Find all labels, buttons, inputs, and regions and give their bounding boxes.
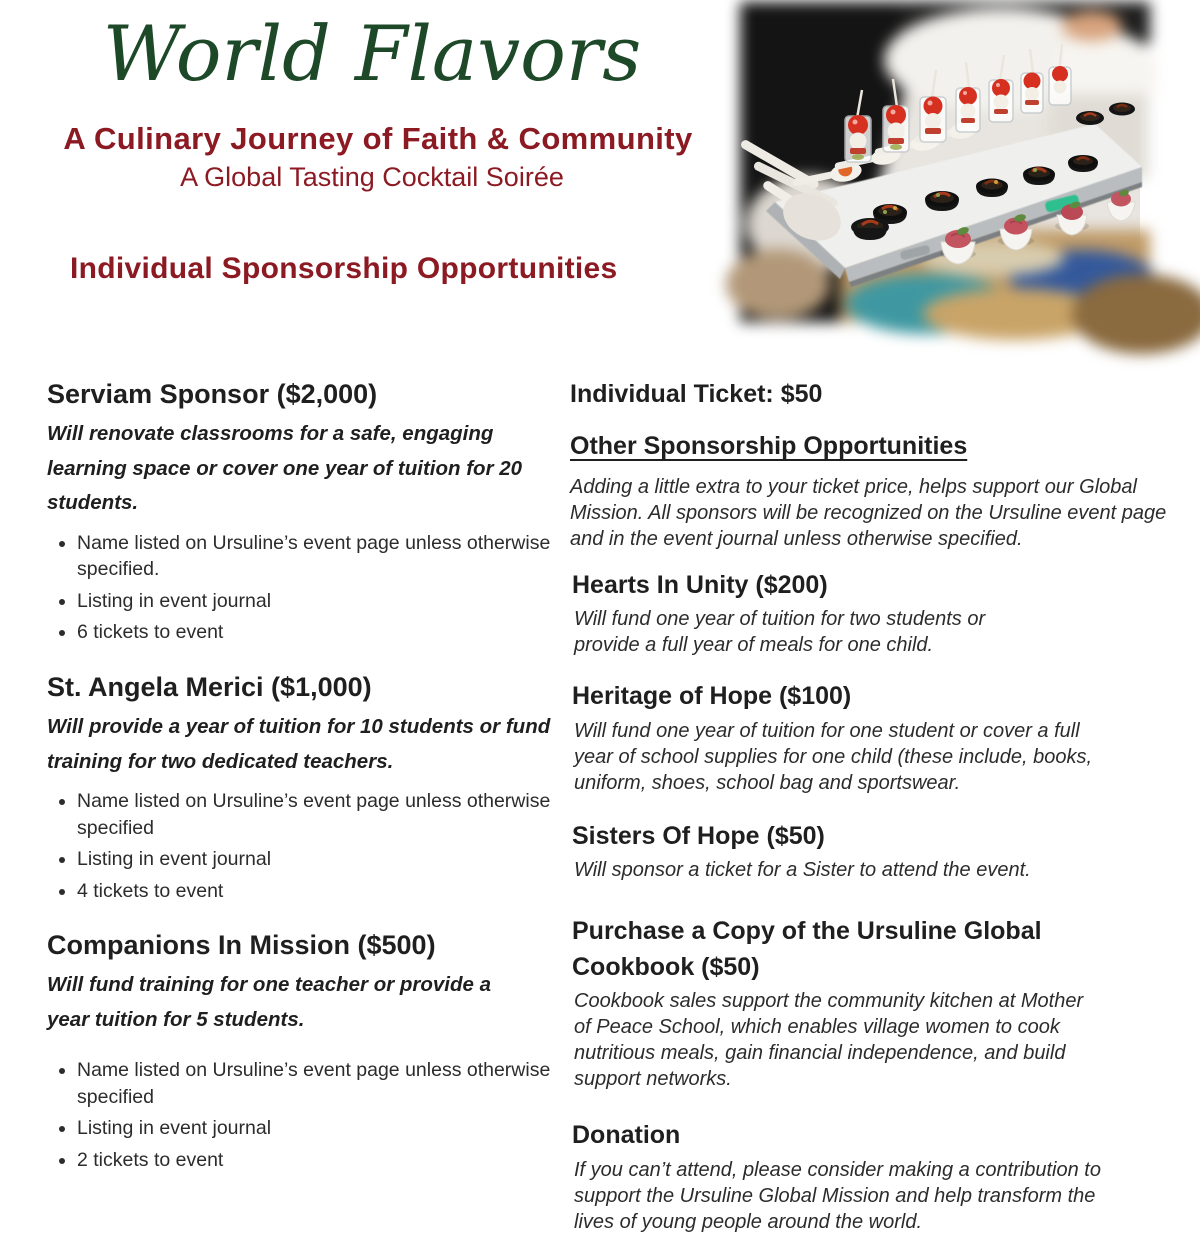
tier-bullet: • Listing in event journal [77,588,552,615]
tier-description: If you can’t attend, please consider making a contribution to support the Ursuline Global Mission and help transform the lives of young people around the world. [574,1158,1101,1233]
tier-heading: Donation [572,1121,681,1150]
tier-companions [47,929,552,1173]
script-title: World Flavors [102,9,642,98]
event-subtitle: A Global Tasting Cocktail Soirée [180,162,564,192]
tier-bullet: • 6 tickets to event [77,619,552,646]
tier-description: Will fund training for one teacher or provide a year tuition for 5 students. [47,973,492,1031]
event-title: A Culinary Journey of Faith & Community [63,121,693,156]
tier-description: Cookbook sales support the community kitchen at Mother of Peace School, which enables village women to cook nutritious meals, gain financial independence, and build support networks. [574,990,1084,1091]
appetizer-tray-photo-svg [750,12,1140,312]
tier-heritage-of-hope [570,679,1170,796]
tier-bullet: • 2 tickets to event [77,1147,552,1174]
tier-heading: Companions In Mission ($500) [47,930,436,961]
tier-serviam [47,378,552,646]
tier-donation [570,1118,1170,1235]
tier-heading: St. Angela Merici ($1,000) [47,671,372,702]
other-sponsorship-intro: Adding a little extra to your ticket price, helps support our Global Mission. All sponsors will be recognized on the Ursuline event page and in the event journal unless otherwise specified. [570,476,1167,551]
tier-bullet: • Name listed on Ursuline’s event page unless otherwise specified [77,1057,552,1110]
tier-description: Will renovate classrooms for a safe, engaging learning space or cover one year of tuition for 20 students. [47,422,523,515]
tier-heading: Purchase a Copy of the Ursuline Global Cookbook ($50) [572,917,1042,981]
left-column [47,378,552,1178]
tier-heading: Sisters Of Hope ($50) [572,821,825,850]
tier-bullets [47,530,552,646]
tier-bullet: • Name listed on Ursuline’s event page unless otherwise specified [77,788,552,841]
tier-heading: Heritage of Hope ($100) [572,682,852,711]
tier-cookbook [570,914,1170,1092]
right-column [570,378,1170,1235]
other-sponsorship-heading: Other Sponsorship Opportunities [570,432,968,460]
tier-bullet: • 4 tickets to event [77,878,552,905]
tier-st-angela [47,671,552,904]
tier-description: Will sponsor a ticket for a Sister to attend the event. [574,859,1031,882]
individual-ticket-heading: Individual Ticket: $50 [570,380,823,408]
tier-description: Will provide a year of tuition for 10 students or fund training for two dedicated teachers. [47,715,551,773]
appetizer-tray-photo [750,12,1140,312]
tier-hearts-in-unity [570,568,1170,659]
tier-heading: Serviam Sponsor ($2,000) [47,379,378,409]
tier-bullet: • Name listed on Ursuline’s event page unless otherwise specified. [77,530,552,583]
page-title: Individual Sponsorship Opportunities [70,252,618,285]
tier-bullet: • Listing in event journal [77,846,552,873]
tier-heading: Hearts In Unity ($200) [572,570,828,599]
tier-bullets [47,788,552,904]
tier-bullet: • Listing in event journal [77,1115,552,1142]
tier-bullets [47,1057,552,1173]
tier-sisters-of-hope [570,819,1170,884]
tier-description: Will fund one year of tuition for two students or provide a full year of meals for one child. [574,608,986,657]
tier-description: Will fund one year of tuition for one student or cover a full year of school supplies for one child (these include, books, uniform, shoes, school bag and sportswear. [574,719,1093,794]
